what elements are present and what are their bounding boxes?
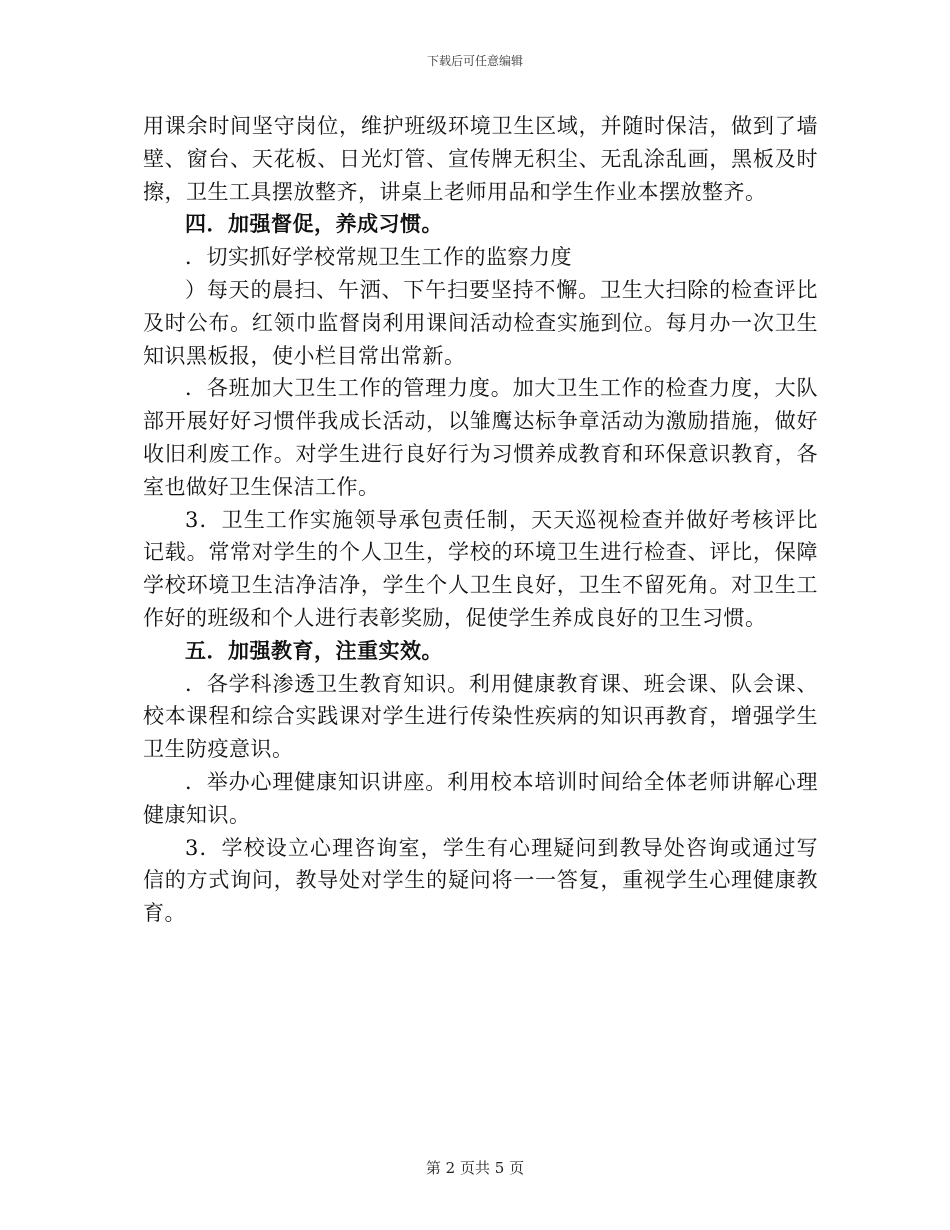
paragraph-health-education: ．各学科渗透卫生教育知识。利用健康教育课、班会课、队会课、校本课程和综合实践课对学生进行传染性疾病的知识再教育，增强学生卫生防疫意识。 bbox=[143, 671, 818, 762]
paragraph-responsibility-system: 3．卫生工作实施领导承包责任制，天天巡视检查并做好考核评比记载。常常对学生的个人卫生，学校的环境卫生进行检查、评比，保障学校环境卫生洁净洁净，学生个人卫生良好，卫生不留死角。对卫生工作好的班级和个人进行表彰奖励，促使学生养成良好的卫生习惯。 bbox=[143, 507, 818, 630]
paragraph-class-management: ．各班加大卫生工作的管理力度。加大卫生工作的检查力度，大队部开展好好习惯伴我成长活动，以雏鹰达标争章活动为激励措施，做好收旧利废工作。对学生进行良好行为习惯养成教育和环保意识教育，各室也做好卫生保洁工作。 bbox=[143, 376, 818, 499]
section-heading-5: 五．加强教育，注重实效。 bbox=[185, 637, 443, 663]
paragraph-cleaning-duties: 用课余时间坚守岗位，维护班级环境卫生区域，并随时保洁，做到了墙壁、窗台、天花板、日光灯管、宣传牌无积尘、无乱涂乱画，黑板及时擦，卫生工具摆放整齐，讲桌上老师用品和学生作业本摆放整齐。 bbox=[143, 114, 818, 204]
document-body bbox=[143, 110, 818, 930]
paragraph-counseling-room: 3．学校设立心理咨询室，学生有心理疑问到教导处咨询或通过写信的方式询问，教导处对学生的疑问将一一答复，重视学生心理健康教育。 bbox=[143, 835, 818, 926]
paragraph-daily-cleaning: ）每天的晨扫、午洒、下午扫要坚持不懈。卫生大扫除的检查评比及时公布。红领巾监督岗利用课间活动检查实施到位。每月办一次卫生知识黑板报，使小栏目常出常新。 bbox=[143, 277, 818, 368]
page-header: 下载后可任意编辑 bbox=[426, 54, 523, 68]
paragraph-supervision: ．切实抓好学校常规卫生工作的监察力度 bbox=[185, 245, 572, 270]
paragraph-mental-health-lecture: ．举办心理健康知识讲座。利用校本培训时间给全体老师讲解心理健康知识。 bbox=[143, 769, 818, 827]
section-heading-4: 四．加强督促，养成习惯。 bbox=[185, 211, 443, 237]
page-footer: 第 2 页共 5 页 bbox=[425, 1159, 525, 1177]
